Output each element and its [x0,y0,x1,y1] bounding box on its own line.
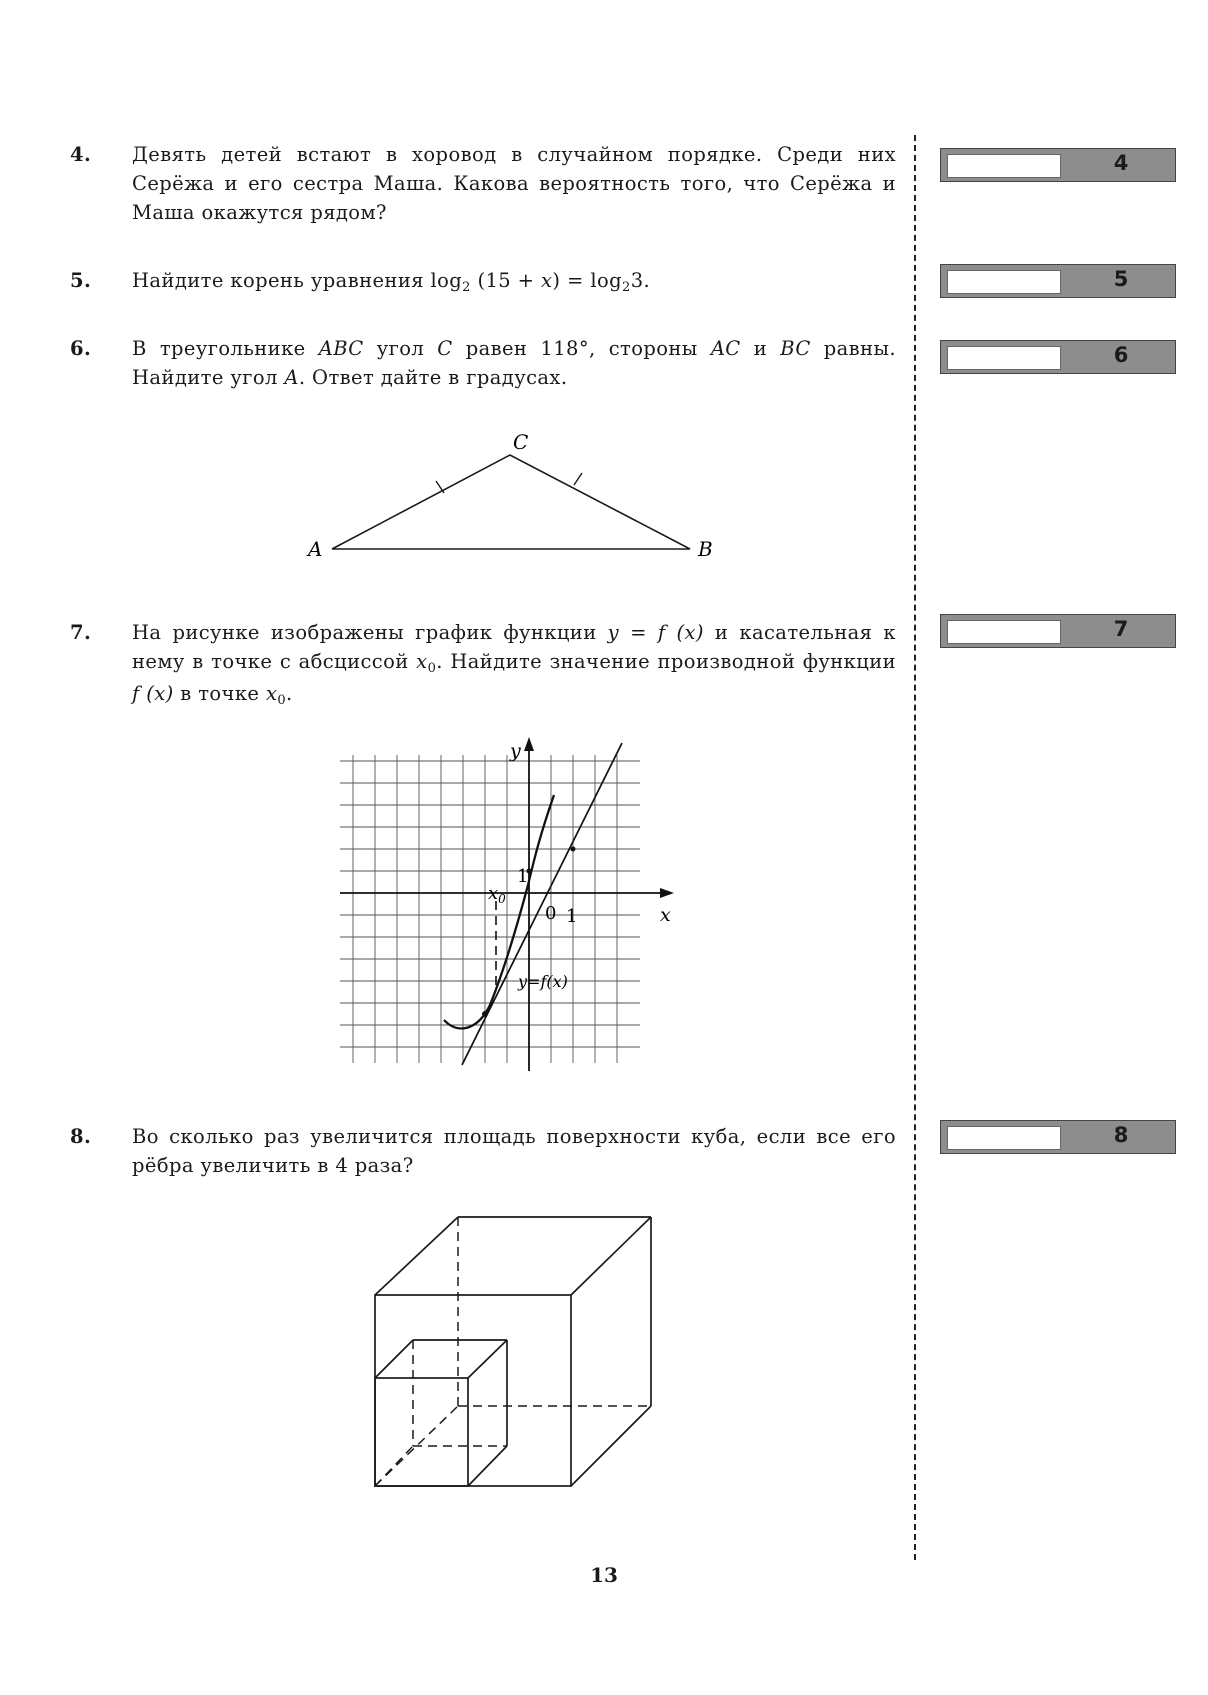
vertex-a-label: A [308,537,323,561]
x-axis-label: x [660,904,671,926]
task-number: 6. [70,337,92,360]
task-number: 7. [70,621,92,644]
y-axis-label: y [510,740,521,762]
y-tick-1: 1 [517,866,529,887]
answer-field[interactable] [947,154,1061,178]
answer-label: 5 [1113,267,1129,291]
answer-field[interactable] [947,620,1061,644]
x0-label: $x_0$ [488,883,506,906]
vertex-b-label: B [698,537,713,561]
function-graph [340,735,680,1075]
answer-box-4 [940,148,1176,182]
task-text: Во сколько раз увеличится площадь поверхности куба, если все его рёбра увеличить в 4 раза? [132,1125,896,1177]
answer-box-6 [940,340,1176,374]
cut-line [914,135,916,1560]
vertex-c-label: C [513,430,529,454]
answer-field[interactable] [947,346,1061,370]
tangent-point [482,1011,488,1017]
origin-label: 0 [545,903,557,924]
y-axis-arrow [524,737,534,751]
answer-field[interactable] [947,270,1061,294]
task-text: В треугольнике ABC угол C равен 118°, стороны AC и BC равны. Найдите угол A. Ответ дайте в градусах. [132,337,896,389]
answer-label: 7 [1113,617,1129,641]
task-number: 4. [70,143,92,166]
x-axis-arrow [660,888,674,898]
grid [340,755,640,1063]
answer-box-7 [940,614,1176,648]
task-number: 8. [70,1125,92,1148]
answer-box-8 [940,1120,1176,1154]
answer-label: 4 [1113,151,1129,175]
answer-field[interactable] [947,1126,1061,1150]
triangle-figure [300,425,720,565]
point-1-1 [571,847,576,852]
cubes-figure [360,1200,680,1500]
task-text: Найдите корень уравнения $\log_2 (15 + x) = \log_23$. [132,269,651,295]
answer-label: 8 [1113,1123,1129,1147]
task-text: На рисунке изображены график функции y = f (x) и касательная к нему в точке с абсциссой $x_0$. Найдите значение производной функции f (x) в точке $x_0$. [132,621,896,708]
answer-box-5 [940,264,1176,298]
task-number: 5. [70,269,92,292]
curve-label: y=f(x) [518,972,568,991]
answer-label: 6 [1113,343,1129,367]
x-tick-1: 1 [566,906,578,927]
task-text: Девять детей встают в хоровод в случайном порядке. Среди них Серёжа и его сестра Маша. Какова вероятность того, что Серёжа и Маша окажутся рядом? [132,143,896,224]
page-number: 13 [590,1563,618,1587]
